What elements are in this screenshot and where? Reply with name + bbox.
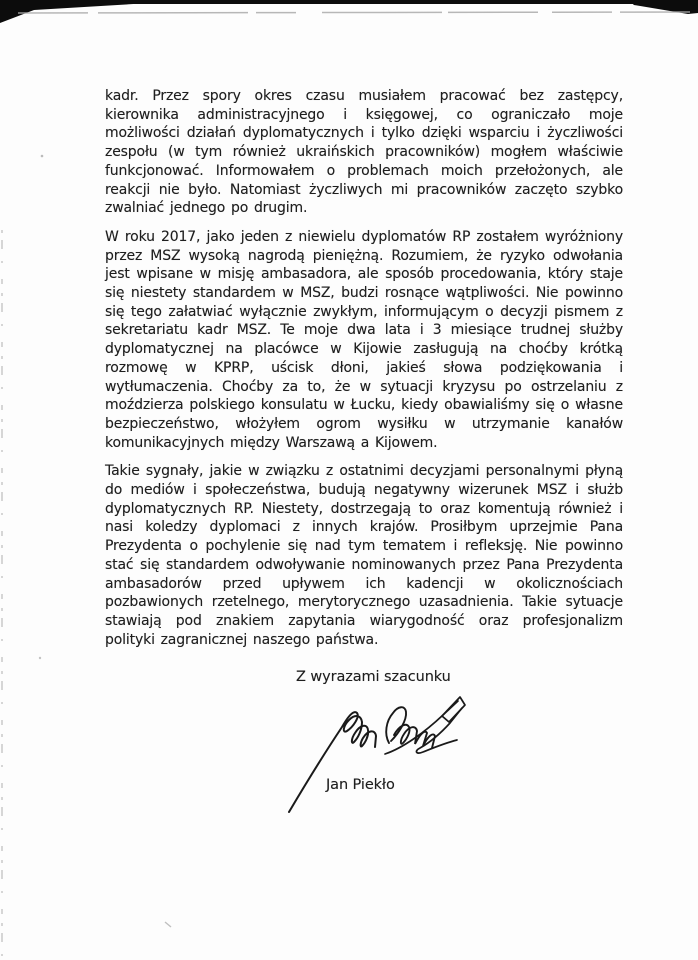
- scan-speck: [39, 657, 41, 659]
- scan-line-horizontal: [18, 12, 695, 13]
- scan-edge-top-right-wedge: [628, 0, 698, 14]
- scan-edge-top: [0, 0, 698, 4]
- scan-speck: [41, 155, 44, 158]
- scan-speck: [165, 922, 171, 927]
- letter-body: [105, 87, 623, 649]
- scan-edge-top-left-wedge: [0, 0, 150, 23]
- letter-paragraph: kadr. Przez spory okres czasu musiałem pracować bez zastępcy, kierownika administracyjnego i księgowej, co ograniczało moje możliwości działań dyplomatycznych i tylko dzięki wsparciu i życzliwości zespołu (w tym również ukraińskich pracowników) mogłem właściwie funkcjonować. Informowałem o problemach moich przełożonych, ale reakcji nie było. Natomiast życzliwych mi pracowników zaczęto szybko zwalniać jednego po drugim.: [105, 88, 623, 217]
- handwritten-signature: [268, 688, 478, 816]
- letter-paragraph: W roku 2017, jako jeden z niewielu dyplomatów RP zostałem wyróżniony przez MSZ wysoką nagrodą pieniężną. Rozumiem, że ryzyko odwołania jest wpisane w misję ambasadora, ale sposób procedowania, który staje się niestety standardem w MSZ, budzi rosnące wątpliwości. Nie powinno się tego załatwiać wyłącznie zwykłym, informującym o decyzji pismem z sekretariatu kadr MSZ. Te moje dwa lata i 3 miesiące trudnej służby dyplomatycznej na placówce w Kijowie zasługują na choćby krótką rozmowę w KPRP, uścisk dłoni, jakieś słowa podziękowania i wytłumaczenia. Choćby za to, że w sytuacji kryzysu po ostrzelaniu z moździerza polskiego konsulatu w Łucku, kiedy obawialiśmy się o własne bezpieczeństwo, włożyłem ogrom wysiłku w utrzymanie kanałów komunikacyjnych między Warszawą a Kijowem.: [105, 228, 623, 451]
- signature-typed-name: Jan Piekło: [326, 777, 395, 793]
- letter-paragraph: Takie sygnały, jakie w związku z ostatnimi decyzjami personalnymi płyną do mediów i społeczeństwa, budują negatywny wizerunek MSZ i służb dyplomatycznych RP. Niestety, dostrzegają to oraz komentują również i nasi koledzy dyplomaci z innych krajów. Prosiłbym uprzejmie Pana Prezydenta o pochylenie się nad tym tematem i refleksję. Nie powinno stać się standardem odwoływanie nominowanych przez Pana Prezydenta ambasadorów przed upływem ich kadencji w okolicznościach pozbawionych rzetelnego, merytorycznego uzasadnienia. Takie sytuacje stawiają pod znakiem zapytania wiarygodność oraz profesjonalizm polityki zagranicznej naszego państwa.: [105, 463, 623, 648]
- closing-salutation: Z wyrazami szacunku: [296, 669, 451, 685]
